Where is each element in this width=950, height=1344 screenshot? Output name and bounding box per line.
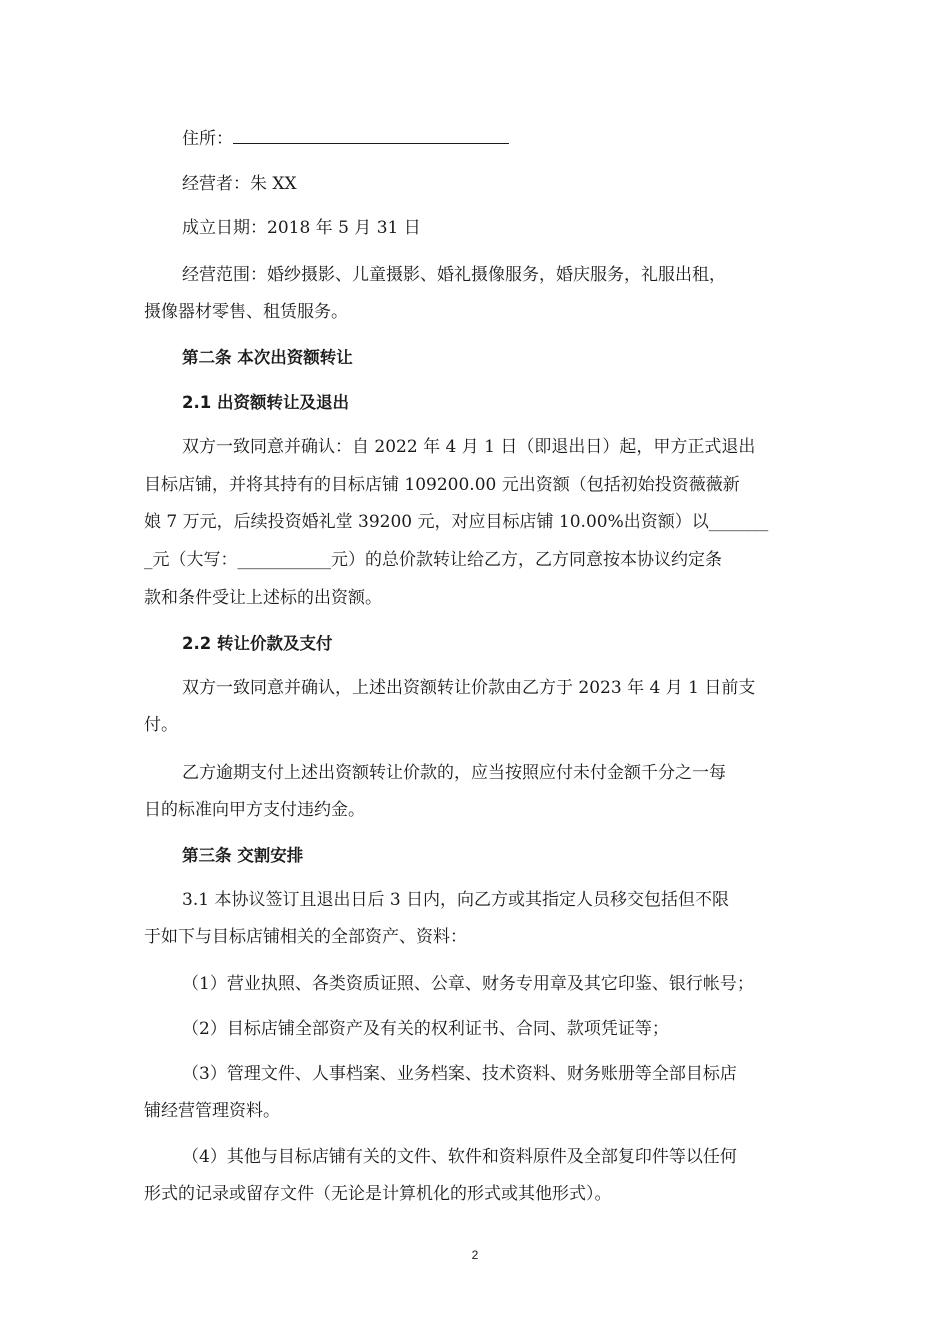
section-2-2-heading: 2.2 转让价款及支付 <box>182 634 333 653</box>
section-3-1-line: 于如下与目标店铺相关的全部资产、资料： <box>144 927 467 947</box>
list-item-1: （1）营业执照、各类资质证照、公章、财务专用章及其它印鉴、银行帐号； <box>182 974 754 994</box>
list-item-2: （2）目标店铺全部资产及有关的权利证书、合同、款项凭证等； <box>182 1019 669 1039</box>
section-2-2-paragraph-2: 日的标准向甲方支付违约金。 <box>144 800 365 820</box>
section-2-1-line: 双方一致同意并确认：自 2022 年 4 月 1 日（即退出日）起，甲方正式退出 <box>182 437 756 457</box>
residence-line <box>182 127 509 150</box>
residence-label: 住所： <box>182 129 233 149</box>
residence-blank <box>233 127 509 144</box>
article-3-heading: 第三条 交割安排 <box>182 846 304 865</box>
business-scope-line-2: 摄像器材零售、租赁服务。 <box>144 302 348 322</box>
page-number: 2 <box>471 1248 479 1262</box>
business-scope-line-1: 经营范围：婚纱摄影、儿童摄影、婚礼摄像服务，婚庆服务，礼服出租， <box>182 265 726 285</box>
section-2-1-heading: 2.1 出资额转让及退出 <box>182 393 349 412</box>
section-2-2-paragraph-1: 付。 <box>144 715 178 735</box>
established-date-line: 成立日期：2018 年 5 月 31 日 <box>182 218 421 238</box>
list-item-3: （3）管理文件、人事档案、业务档案、技术资料、财务账册等全部目标店 <box>182 1064 737 1084</box>
section-3-1-line: 3.1 本协议签订且退出日后 3 日内，向乙方或其指定人员移交包括但不限 <box>182 890 730 910</box>
section-2-1-line: _元（大写：___________元）的总价款转让给乙方，乙方同意按本协议约定条 <box>144 550 722 570</box>
list-item-3-continued: 铺经营管理资料。 <box>144 1101 280 1121</box>
section-2-1-line: 款和条件受让上述标的出资额。 <box>144 588 382 608</box>
list-item-4-continued: 形式的记录或留存文件（无论是计算机化的形式或其他形式）。 <box>144 1184 612 1204</box>
section-2-2-paragraph-1: 双方一致同意并确认，上述出资额转让价款由乙方于 2023 年 4 月 1 日前支 <box>182 678 756 698</box>
article-2-heading: 第二条 本次出资额转让 <box>182 348 353 367</box>
operator-line: 经营者：朱 XX <box>182 174 297 194</box>
section-2-2-paragraph-2: 乙方逾期支付上述出资额转让价款的，应当按照应付未付金额千分之一每 <box>182 763 726 783</box>
section-2-1-line: 目标店铺，并将其持有的目标店铺 109200.00 元出资额（包括初始投资薇薇新 <box>144 475 740 495</box>
list-item-4: （4）其他与目标店铺有关的文件、软件和资料原件及全部复印件等以任何 <box>182 1147 737 1167</box>
section-2-1-line: 娘 7 万元，后续投资婚礼堂 39200 元，对应目标店铺 10.00%出资额）以_______ <box>144 512 769 532</box>
